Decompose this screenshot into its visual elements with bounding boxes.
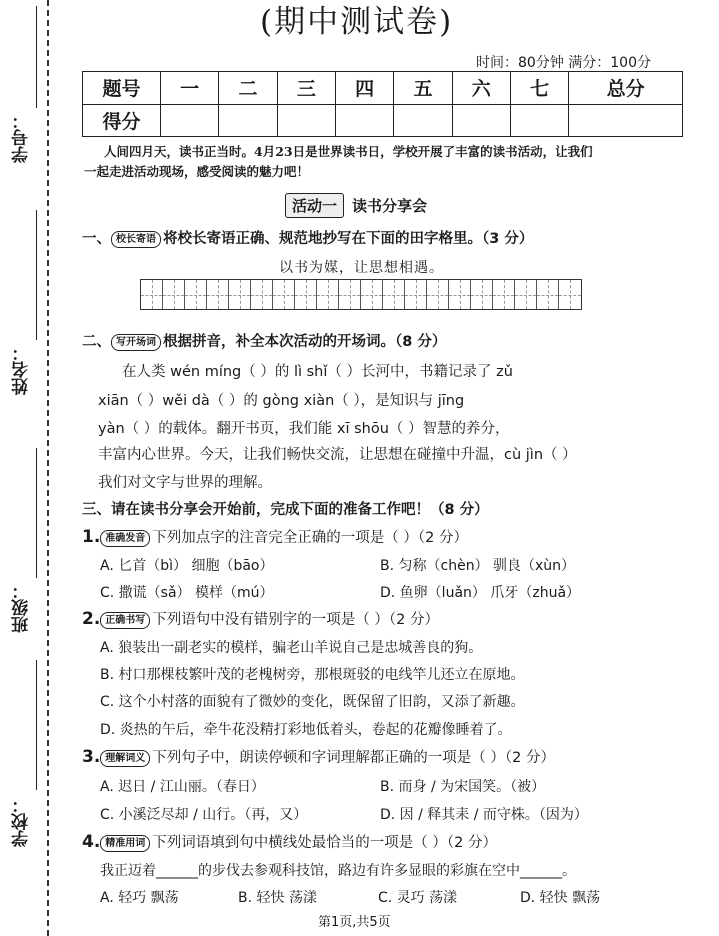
fill-sentence: 我正迈着______的步伐去参观科技馆，路边有许多显眼的彩旗在空中______。 — [100, 863, 576, 879]
class-blank[interactable] — [36, 448, 37, 578]
score-input-cell[interactable] — [161, 104, 219, 137]
student-id-blank[interactable] — [36, 6, 37, 108]
pinyin-line: xiān（ ）wěi dà（ ）的 gòng xiàn（ ），是知识与 jīng — [98, 393, 465, 409]
tianzige-cell[interactable] — [427, 280, 449, 309]
score-cell: 六 — [452, 72, 510, 105]
pinyin-line: yàn（ ）的载体。翻开书页，我们能 xī shōu（ ）智慧的养分， — [98, 421, 510, 437]
question-badge: 正确书写 — [100, 612, 150, 629]
tianzige-cell[interactable] — [295, 280, 317, 309]
tianzige-cell[interactable] — [251, 280, 273, 309]
question-badge: 准确发音 — [100, 530, 150, 547]
option-b[interactable]: B. 村口那棵枝繁叶茂的老槐树旁，那根斑驳的电线竿儿还立在原地。 — [100, 667, 525, 683]
score-cell: 五 — [394, 72, 452, 105]
sub-question-number: 2. — [82, 609, 101, 629]
question-badge: 写开场词 — [111, 334, 161, 351]
tianzige-cell[interactable] — [493, 280, 515, 309]
option-c[interactable]: C. 这个小村落的面貌有了微妙的变化，既保留了旧韵，又添了新趣。 — [100, 694, 525, 710]
score-input-cell[interactable] — [335, 104, 393, 137]
option-a[interactable]: A. 匕首（bì） 细胞（bāo） — [100, 558, 274, 574]
sub-question-number: 4. — [82, 832, 101, 852]
activity-title: 读书分享会 — [352, 197, 428, 215]
question-text: 将校长寄语正确、规范地抄写在下面的田字格里。（3 分） — [163, 231, 534, 247]
question-text: 下列词语填到句中横线处最恰当的一项是（ ）（2 分） — [152, 835, 497, 851]
question-1 — [82, 227, 533, 248]
score-input-cell[interactable] — [452, 104, 510, 137]
pinyin-line: 我们对文字与世界的理解。 — [98, 475, 272, 491]
option-b[interactable]: B. 匀称（chèn） 驯良（xùn） — [380, 558, 576, 574]
score-table-header-row — [83, 72, 683, 105]
question-text: 下列加点字的注音完全正确的一项是（ ）（2 分） — [152, 530, 468, 546]
question-text: 下列语句中没有错别字的一项是（ ）（2 分） — [152, 612, 439, 628]
tianzige-cell[interactable] — [339, 280, 361, 309]
sub-question-3 — [82, 746, 555, 767]
tianzige-cell[interactable] — [273, 280, 295, 309]
score-cell: 总分 — [569, 72, 683, 105]
tianzige-cell[interactable] — [317, 280, 339, 309]
question-badge: 精准用词 — [100, 835, 150, 852]
option-c[interactable]: C. 灵巧 荡漾 — [378, 890, 458, 906]
tianzige-cell[interactable] — [361, 280, 383, 309]
option-d[interactable]: D. 轻快 飘荡 — [520, 890, 601, 906]
activity-heading — [285, 193, 427, 218]
sub-question-2 — [82, 608, 439, 629]
intro-paragraph — [84, 142, 684, 182]
score-input-cell[interactable] — [394, 104, 452, 137]
option-d[interactable]: D. 炎热的午后，牵牛花没精打彩地低着头，卷起的花瓣像睡着了。 — [100, 722, 512, 738]
question-2 — [82, 330, 446, 351]
page-footer: 第1页,共5页 — [318, 915, 391, 930]
question-badge: 校长寄语 — [111, 231, 161, 248]
class-label: 班级： — [12, 582, 32, 633]
score-cell: 三 — [277, 72, 335, 105]
sub-question-1 — [82, 526, 468, 547]
option-a[interactable]: A. 狼装出一副老实的模样，骗老山羊说自己是忠城善良的狗。 — [100, 640, 483, 656]
question-3-header — [82, 498, 489, 519]
tianzige-grid[interactable] — [140, 279, 582, 310]
time-info: 时间：80分钟 满分：100分 — [476, 55, 651, 71]
score-cell: 四 — [335, 72, 393, 105]
activity-tag: 活动一 — [285, 193, 344, 218]
question-text: 下列句子中，朗读停顿和字词理解都正确的一项是（ ）（2 分） — [152, 750, 555, 766]
intro-line-1: 人间四月天，读书正当时。4月23日是世界读书日，学校开展了丰富的读书活动，让我们 — [104, 144, 593, 159]
tianzige-cell[interactable] — [515, 280, 537, 309]
score-input-cell[interactable] — [569, 104, 683, 137]
option-c[interactable]: C. 撒谎（sǎ） 模样（mú） — [100, 585, 274, 601]
option-b[interactable]: B. 轻快 荡漾 — [238, 890, 317, 906]
option-a[interactable]: A. 轻巧 飘荡 — [100, 890, 179, 906]
score-table — [82, 71, 683, 137]
name-blank[interactable] — [36, 210, 37, 340]
student-id-label: 学号： — [12, 112, 32, 163]
option-b[interactable]: B. 而身 / 为宋国笑。（被） — [380, 779, 546, 795]
question-text: 根据拼音，补全本次活动的开场词。（8 分） — [163, 334, 447, 350]
tianzige-cell[interactable] — [229, 280, 251, 309]
question-prefix: 二、 — [82, 334, 111, 350]
sub-question-number: 3. — [82, 747, 101, 767]
tianzige-cell[interactable] — [207, 280, 229, 309]
name-label: 姓名： — [12, 344, 32, 395]
pinyin-line: 在人类 wén míng（ ）的 lì shǐ（ ）长河中，书籍记录了 zǔ — [122, 364, 513, 380]
score-input-cell[interactable] — [277, 104, 335, 137]
score-table-score-row — [83, 104, 683, 137]
score-cell: 七 — [510, 72, 568, 105]
binding-strip — [0, 0, 58, 936]
sub-question-4 — [82, 831, 497, 852]
pinyin-line: 丰富内心世界。今天，让我们畅快交流，让思想在碰撞中升温，cù jìn（ ） — [98, 447, 577, 463]
tianzige-cell[interactable] — [383, 280, 405, 309]
question-text: 三、请在读书分享会开始前，完成下面的准备工作吧！（8 分） — [82, 502, 489, 518]
question-badge: 理解词义 — [100, 750, 150, 767]
option-a[interactable]: A. 迟日 / 江山丽。（春日） — [100, 779, 265, 795]
sub-question-number: 1. — [82, 527, 101, 547]
tianzige-cell[interactable] — [559, 280, 581, 309]
tianzige-cell[interactable] — [185, 280, 207, 309]
score-cell: 二 — [219, 72, 277, 105]
score-cell: 一 — [161, 72, 219, 105]
option-d[interactable]: D. 因 / 释其耒 / 而守株。（因为） — [380, 807, 588, 823]
question-prefix: 一、 — [82, 231, 111, 247]
option-d[interactable]: D. 鱼卵（luǎn） 爪牙（zhuǎ） — [380, 585, 581, 601]
score-input-cell[interactable] — [219, 104, 277, 137]
tianzige-cell[interactable] — [537, 280, 559, 309]
motto-text: 以书为媒，让思想相遇。 — [279, 260, 444, 276]
score-row-label: 得分 — [83, 104, 161, 137]
school-blank[interactable] — [36, 660, 37, 790]
score-cell: 题号 — [83, 72, 161, 105]
intro-line-2: 一起走进活动现场，感受阅读的魅力吧！ — [84, 164, 310, 179]
tianzige-cell[interactable] — [163, 280, 185, 309]
cut-line — [47, 0, 49, 936]
tianzige-cell[interactable] — [471, 280, 493, 309]
school-label: 学校： — [12, 796, 32, 847]
tianzige-cell[interactable] — [141, 280, 163, 309]
option-c[interactable]: C. 小溪泛尽却 / 山行。（再，又） — [100, 807, 308, 823]
tianzige-cell[interactable] — [405, 280, 427, 309]
score-input-cell[interactable] — [510, 104, 568, 137]
tianzige-cell[interactable] — [449, 280, 471, 309]
exam-title: (期中测试卷) — [260, 4, 454, 40]
